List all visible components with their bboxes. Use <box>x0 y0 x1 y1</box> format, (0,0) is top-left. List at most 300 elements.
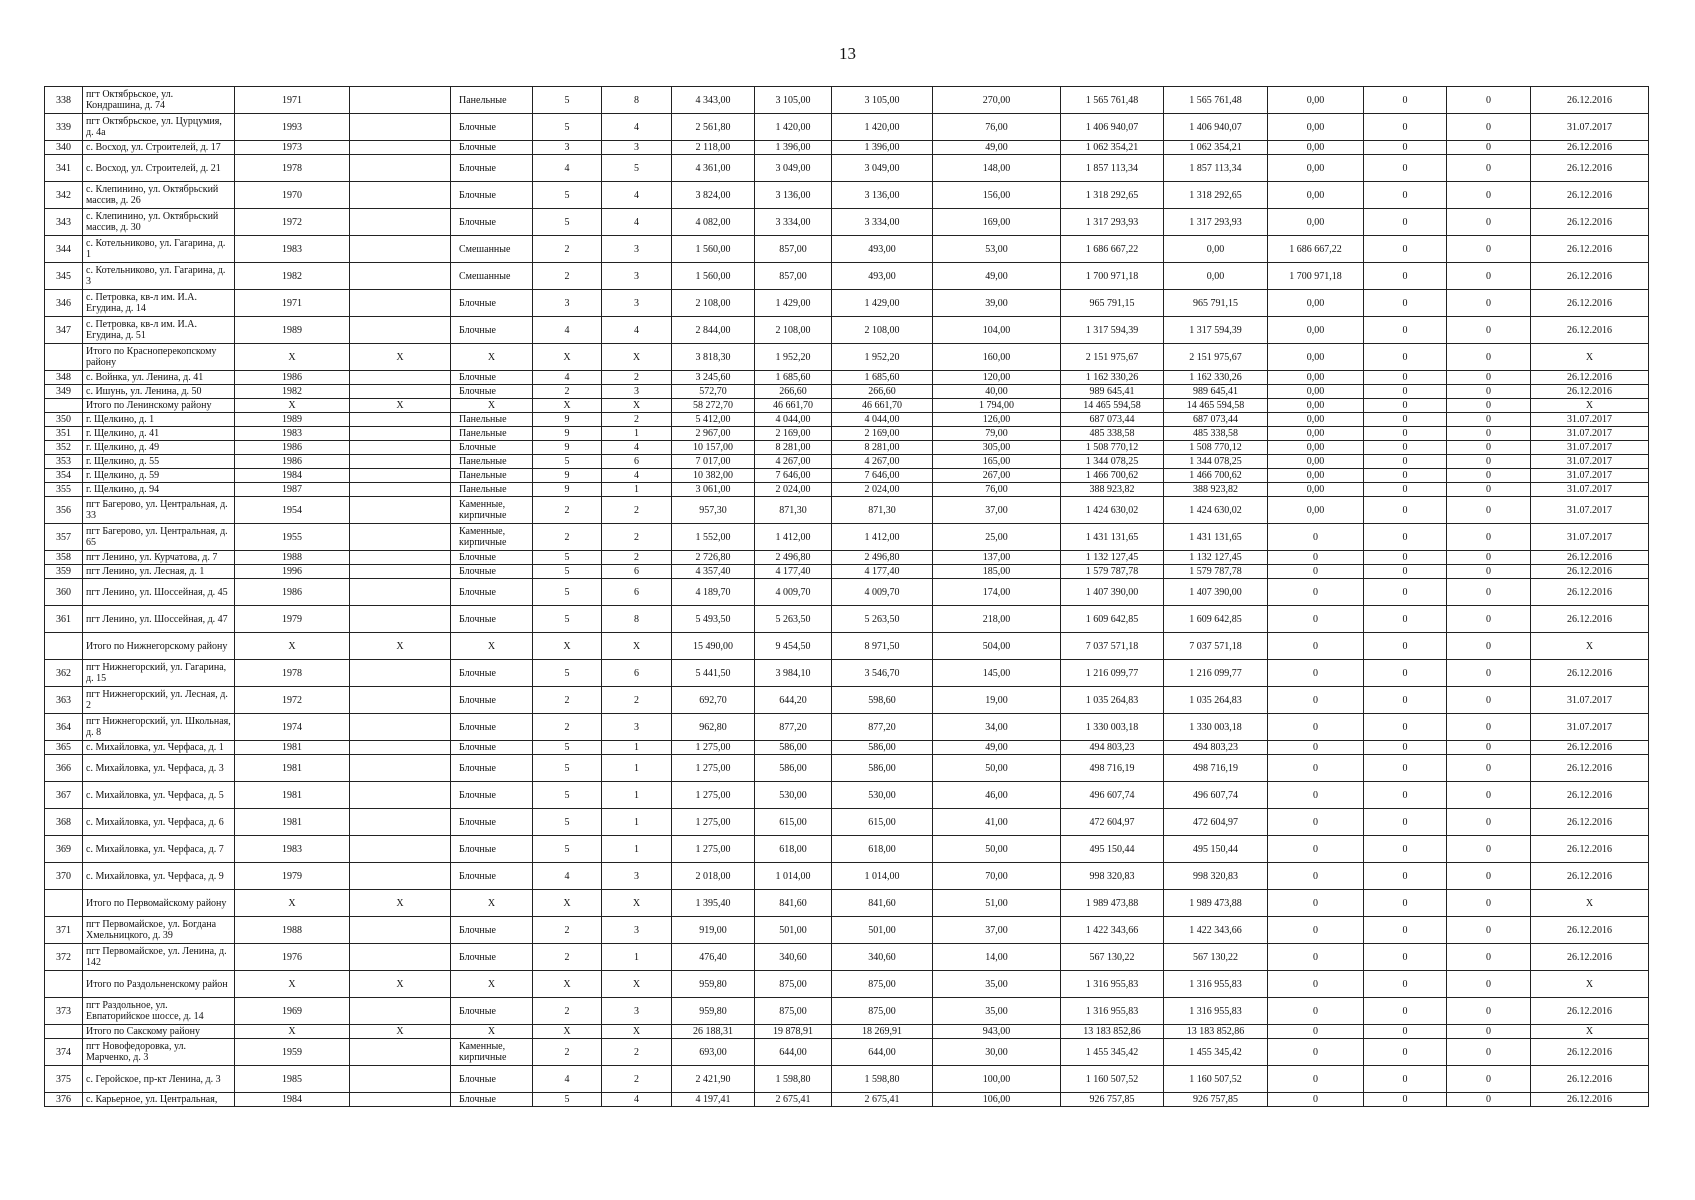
private-area-cell: 8 281,00 <box>832 441 933 455</box>
other-funds-cell: 0 <box>1447 809 1531 836</box>
table-row <box>45 524 1649 551</box>
wall-material-cell: Смешанные <box>451 236 533 263</box>
total-area-cell: 1 552,00 <box>672 524 755 551</box>
row-number-cell: 364 <box>45 714 83 741</box>
other-funds-cell: 0 <box>1447 660 1531 687</box>
completion-date-cell: Х <box>1531 344 1649 371</box>
table-row <box>45 141 1649 155</box>
fund-cost-cell: 1 162 330,26 <box>1164 371 1268 385</box>
residents-count-cell: 267,00 <box>933 469 1061 483</box>
row-number-cell: 370 <box>45 863 83 890</box>
year-reconstructed-cell <box>350 606 451 633</box>
fund-cost-cell: 0,00 <box>1164 263 1268 290</box>
year-built-cell: 1972 <box>235 209 350 236</box>
year-built-cell: 1971 <box>235 290 350 317</box>
other-funds-cell: 0 <box>1447 863 1531 890</box>
residents-count-cell: 504,00 <box>933 633 1061 660</box>
address-cell: пгт Ленино, ул. Курчатова, д. 7 <box>83 551 235 565</box>
wall-material-cell: Х <box>451 344 533 371</box>
residential-area-cell: 8 281,00 <box>755 441 832 455</box>
owner-funds-cell: 0 <box>1268 836 1364 863</box>
table-body <box>45 87 1649 1107</box>
budget-funds-cell: 0 <box>1364 1039 1447 1066</box>
address-cell: г. Щелкино, д. 41 <box>83 427 235 441</box>
owner-funds-cell: 0,00 <box>1268 441 1364 455</box>
address-cell: с. Карьерное, ул. Центральная, <box>83 1093 235 1107</box>
residential-area-cell: 1 685,60 <box>755 371 832 385</box>
residents-count-cell: 1 794,00 <box>933 399 1061 413</box>
completion-date-cell: 26.12.2016 <box>1531 182 1649 209</box>
year-built-cell: 1983 <box>235 427 350 441</box>
floors-cell: 2 <box>533 497 602 524</box>
entrances-cell: 2 <box>602 413 672 427</box>
total-area-cell: 10 382,00 <box>672 469 755 483</box>
completion-date-cell: 31.07.2017 <box>1531 687 1649 714</box>
entrances-cell: 4 <box>602 209 672 236</box>
total-cost-cell: 1 316 955,83 <box>1061 971 1164 998</box>
other-funds-cell: 0 <box>1447 236 1531 263</box>
other-funds-cell: 0 <box>1447 469 1531 483</box>
address-cell: Итого по Красноперекопскому району <box>83 344 235 371</box>
total-cost-cell: 7 037 571,18 <box>1061 633 1164 660</box>
row-number-cell: 359 <box>45 565 83 579</box>
floors-cell: 2 <box>533 524 602 551</box>
year-reconstructed-cell <box>350 836 451 863</box>
entrances-cell: 2 <box>602 371 672 385</box>
residential-area-cell: 3 105,00 <box>755 87 832 114</box>
year-built-cell: Х <box>235 633 350 660</box>
completion-date-cell: 26.12.2016 <box>1531 944 1649 971</box>
completion-date-cell: Х <box>1531 971 1649 998</box>
residents-count-cell: 14,00 <box>933 944 1061 971</box>
residential-area-cell: 1 952,20 <box>755 344 832 371</box>
private-area-cell: 3 546,70 <box>832 660 933 687</box>
budget-funds-cell: 0 <box>1364 114 1447 141</box>
year-built-cell: 1996 <box>235 565 350 579</box>
year-reconstructed-cell <box>350 87 451 114</box>
address-cell: с. Михайловка, ул. Черфаса, д. 3 <box>83 755 235 782</box>
floors-cell: 9 <box>533 427 602 441</box>
wall-material-cell: Блочные <box>451 741 533 755</box>
completion-date-cell: 31.07.2017 <box>1531 497 1649 524</box>
floors-cell: 4 <box>533 863 602 890</box>
address-cell: с. Петровка, кв-л им. И.А. Егудина, д. 51 <box>83 317 235 344</box>
fund-cost-cell: 1 216 099,77 <box>1164 660 1268 687</box>
year-reconstructed-cell: Х <box>350 1025 451 1039</box>
private-area-cell: 2 675,41 <box>832 1093 933 1107</box>
row-number-cell: 346 <box>45 290 83 317</box>
wall-material-cell: Х <box>451 633 533 660</box>
completion-date-cell: 31.07.2017 <box>1531 714 1649 741</box>
fund-cost-cell: 1 407 390,00 <box>1164 579 1268 606</box>
completion-date-cell: 26.12.2016 <box>1531 660 1649 687</box>
wall-material-cell: Блочные <box>451 371 533 385</box>
floors-cell: 5 <box>533 579 602 606</box>
private-area-cell: 2 169,00 <box>832 427 933 441</box>
table-row <box>45 1066 1649 1093</box>
owner-funds-cell: 0,00 <box>1268 87 1364 114</box>
entrances-cell: 1 <box>602 836 672 863</box>
row-number-cell: 371 <box>45 917 83 944</box>
total-cost-cell: 1 609 642,85 <box>1061 606 1164 633</box>
year-built-cell: 1971 <box>235 87 350 114</box>
fund-cost-cell: 472 604,97 <box>1164 809 1268 836</box>
entrances-cell: 3 <box>602 141 672 155</box>
owner-funds-cell: 0,00 <box>1268 427 1364 441</box>
total-cost-cell: 1 989 473,88 <box>1061 890 1164 917</box>
owner-funds-cell: 0,00 <box>1268 155 1364 182</box>
floors-cell: Х <box>533 1025 602 1039</box>
private-area-cell: 1 952,20 <box>832 344 933 371</box>
year-built-cell: 1973 <box>235 141 350 155</box>
completion-date-cell: 26.12.2016 <box>1531 917 1649 944</box>
entrances-cell: 3 <box>602 917 672 944</box>
year-reconstructed-cell <box>350 141 451 155</box>
total-area-cell: 4 343,00 <box>672 87 755 114</box>
wall-material-cell: Блочные <box>451 606 533 633</box>
year-built-cell: Х <box>235 344 350 371</box>
budget-funds-cell: 0 <box>1364 455 1447 469</box>
budget-funds-cell: 0 <box>1364 633 1447 660</box>
residential-area-cell: 1 412,00 <box>755 524 832 551</box>
page-number: 13 <box>839 44 856 63</box>
other-funds-cell: 0 <box>1447 399 1531 413</box>
completion-date-cell: 26.12.2016 <box>1531 551 1649 565</box>
floors-cell: Х <box>533 399 602 413</box>
residents-count-cell: 49,00 <box>933 263 1061 290</box>
private-area-cell: 1 429,00 <box>832 290 933 317</box>
floors-cell: 2 <box>533 385 602 399</box>
residents-count-cell: 50,00 <box>933 836 1061 863</box>
entrances-cell: 3 <box>602 863 672 890</box>
floors-cell: 5 <box>533 741 602 755</box>
row-number-cell: 349 <box>45 385 83 399</box>
row-number-cell: 365 <box>45 741 83 755</box>
residential-area-cell: 644,20 <box>755 687 832 714</box>
completion-date-cell: 26.12.2016 <box>1531 579 1649 606</box>
budget-funds-cell: 0 <box>1364 1093 1447 1107</box>
table-row <box>45 385 1649 399</box>
wall-material-cell: Блочные <box>451 1093 533 1107</box>
owner-funds-cell: 0 <box>1268 809 1364 836</box>
floors-cell: 5 <box>533 836 602 863</box>
address-cell: пгт Нижнегорский, ул. Школьная, д. 8 <box>83 714 235 741</box>
residents-count-cell: 35,00 <box>933 998 1061 1025</box>
year-built-cell: 1979 <box>235 863 350 890</box>
address-cell: пгт Багерово, ул. Центральная, д. 65 <box>83 524 235 551</box>
total-area-cell: 2 844,00 <box>672 317 755 344</box>
residents-count-cell: 37,00 <box>933 497 1061 524</box>
owner-funds-cell: 0,00 <box>1268 385 1364 399</box>
floors-cell: 5 <box>533 809 602 836</box>
fund-cost-cell: 1 330 003,18 <box>1164 714 1268 741</box>
table-row <box>45 944 1649 971</box>
address-cell: с. Михайловка, ул. Черфаса, д. 1 <box>83 741 235 755</box>
address-cell: г. Щелкино, д. 49 <box>83 441 235 455</box>
private-area-cell: 598,60 <box>832 687 933 714</box>
total-area-cell: 4 361,00 <box>672 155 755 182</box>
table-row <box>45 660 1649 687</box>
private-area-cell: 3 136,00 <box>832 182 933 209</box>
private-area-cell: 618,00 <box>832 836 933 863</box>
wall-material-cell: Панельные <box>451 483 533 497</box>
table-row <box>45 469 1649 483</box>
wall-material-cell: Блочные <box>451 441 533 455</box>
wall-material-cell: Блочные <box>451 755 533 782</box>
total-area-cell: 58 272,70 <box>672 399 755 413</box>
year-reconstructed-cell <box>350 998 451 1025</box>
residents-count-cell: 19,00 <box>933 687 1061 714</box>
table-row <box>45 1039 1649 1066</box>
total-cost-cell: 1 316 955,83 <box>1061 998 1164 1025</box>
budget-funds-cell: 0 <box>1364 714 1447 741</box>
completion-date-cell: 31.07.2017 <box>1531 427 1649 441</box>
private-area-cell: 1 598,80 <box>832 1066 933 1093</box>
owner-funds-cell: 0,00 <box>1268 290 1364 317</box>
floors-cell: 4 <box>533 317 602 344</box>
table-row <box>45 441 1649 455</box>
fund-cost-cell: 1 344 078,25 <box>1164 455 1268 469</box>
residential-area-cell: 3 049,00 <box>755 155 832 182</box>
private-area-cell: 2 108,00 <box>832 317 933 344</box>
address-cell: с. Михайловка, ул. Черфаса, д. 5 <box>83 782 235 809</box>
year-built-cell: 1984 <box>235 1093 350 1107</box>
year-built-cell: 1983 <box>235 236 350 263</box>
address-cell: с. Котельниково, ул. Гагарина, д. 1 <box>83 236 235 263</box>
total-area-cell: 476,40 <box>672 944 755 971</box>
year-built-cell: 1986 <box>235 579 350 606</box>
owner-funds-cell: 1 700 971,18 <box>1268 263 1364 290</box>
private-area-cell: 586,00 <box>832 755 933 782</box>
budget-funds-cell: 0 <box>1364 998 1447 1025</box>
table-row <box>45 687 1649 714</box>
year-reconstructed-cell <box>350 809 451 836</box>
address-cell: с. Котельниково, ул. Гагарина, д. 3 <box>83 263 235 290</box>
total-cost-cell: 1 579 787,78 <box>1061 565 1164 579</box>
other-funds-cell: 0 <box>1447 290 1531 317</box>
owner-funds-cell: 0 <box>1268 1066 1364 1093</box>
wall-material-cell: Блочные <box>451 290 533 317</box>
floors-cell: 5 <box>533 182 602 209</box>
total-cost-cell: 1 318 292,65 <box>1061 182 1164 209</box>
other-funds-cell: 0 <box>1447 606 1531 633</box>
table-row <box>45 998 1649 1025</box>
completion-date-cell: Х <box>1531 399 1649 413</box>
budget-funds-cell: 0 <box>1364 469 1447 483</box>
residential-area-cell: 266,60 <box>755 385 832 399</box>
year-reconstructed-cell <box>350 1093 451 1107</box>
residents-count-cell: 145,00 <box>933 660 1061 687</box>
row-number-cell <box>45 633 83 660</box>
private-area-cell: 615,00 <box>832 809 933 836</box>
total-cost-cell: 1 857 113,34 <box>1061 155 1164 182</box>
row-number-cell <box>45 971 83 998</box>
fund-cost-cell: 485 338,58 <box>1164 427 1268 441</box>
row-number-cell: 355 <box>45 483 83 497</box>
residential-area-cell: 3 984,10 <box>755 660 832 687</box>
year-built-cell: Х <box>235 1025 350 1039</box>
residential-area-cell: 501,00 <box>755 917 832 944</box>
year-built-cell: 1986 <box>235 455 350 469</box>
floors-cell: 5 <box>533 782 602 809</box>
private-area-cell: 877,20 <box>832 714 933 741</box>
private-area-cell: 3 105,00 <box>832 87 933 114</box>
total-cost-cell: 13 183 852,86 <box>1061 1025 1164 1039</box>
owner-funds-cell: 0 <box>1268 633 1364 660</box>
private-area-cell: 3 334,00 <box>832 209 933 236</box>
budget-funds-cell: 0 <box>1364 87 1447 114</box>
other-funds-cell: 0 <box>1447 497 1531 524</box>
wall-material-cell: Блочные <box>451 551 533 565</box>
budget-funds-cell: 0 <box>1364 863 1447 890</box>
other-funds-cell: 0 <box>1447 782 1531 809</box>
total-area-cell: 693,00 <box>672 1039 755 1066</box>
floors-cell: 4 <box>533 371 602 385</box>
other-funds-cell: 0 <box>1447 1025 1531 1039</box>
residential-area-cell: 2 675,41 <box>755 1093 832 1107</box>
year-reconstructed-cell <box>350 413 451 427</box>
total-cost-cell: 1 132 127,45 <box>1061 551 1164 565</box>
total-area-cell: 3 245,60 <box>672 371 755 385</box>
private-area-cell: 493,00 <box>832 236 933 263</box>
private-area-cell: 644,00 <box>832 1039 933 1066</box>
wall-material-cell: Блочные <box>451 687 533 714</box>
year-reconstructed-cell <box>350 483 451 497</box>
owner-funds-cell: 0,00 <box>1268 497 1364 524</box>
owner-funds-cell: 0,00 <box>1268 344 1364 371</box>
floors-cell: 3 <box>533 141 602 155</box>
completion-date-cell: 26.12.2016 <box>1531 371 1649 385</box>
residential-area-cell: 618,00 <box>755 836 832 863</box>
address-cell: Итого по Первомайскому району <box>83 890 235 917</box>
owner-funds-cell: 0 <box>1268 687 1364 714</box>
fund-cost-cell: 1 132 127,45 <box>1164 551 1268 565</box>
budget-funds-cell: 0 <box>1364 741 1447 755</box>
wall-material-cell: Блочные <box>451 565 533 579</box>
floors-cell: 2 <box>533 917 602 944</box>
floors-cell: 3 <box>533 290 602 317</box>
residents-count-cell: 51,00 <box>933 890 1061 917</box>
floors-cell: Х <box>533 633 602 660</box>
total-area-cell: 4 189,70 <box>672 579 755 606</box>
owner-funds-cell: 0 <box>1268 1093 1364 1107</box>
wall-material-cell: Панельные <box>451 469 533 483</box>
total-area-cell: 4 357,40 <box>672 565 755 579</box>
fund-cost-cell: 495 150,44 <box>1164 836 1268 863</box>
entrances-cell: 2 <box>602 687 672 714</box>
residents-count-cell: 148,00 <box>933 155 1061 182</box>
completion-date-cell: 26.12.2016 <box>1531 755 1649 782</box>
owner-funds-cell: 0 <box>1268 863 1364 890</box>
total-cost-cell: 472 604,97 <box>1061 809 1164 836</box>
residents-count-cell: 25,00 <box>933 524 1061 551</box>
total-cost-cell: 998 320,83 <box>1061 863 1164 890</box>
row-number-cell: 343 <box>45 209 83 236</box>
row-number-cell: 360 <box>45 579 83 606</box>
housing-registry-table <box>44 86 1649 1107</box>
other-funds-cell: 0 <box>1447 114 1531 141</box>
residents-count-cell: 137,00 <box>933 551 1061 565</box>
fund-cost-cell: 1 857 113,34 <box>1164 155 1268 182</box>
row-number-cell: 373 <box>45 998 83 1025</box>
other-funds-cell: 0 <box>1447 182 1531 209</box>
table-row <box>45 1025 1649 1039</box>
total-cost-cell: 1 062 354,21 <box>1061 141 1164 155</box>
residential-area-cell: 615,00 <box>755 809 832 836</box>
fund-cost-cell: 2 151 975,67 <box>1164 344 1268 371</box>
budget-funds-cell: 0 <box>1364 836 1447 863</box>
row-number-cell: 348 <box>45 371 83 385</box>
total-area-cell: 2 726,80 <box>672 551 755 565</box>
total-area-cell: 3 818,30 <box>672 344 755 371</box>
owner-funds-cell: 0 <box>1268 579 1364 606</box>
budget-funds-cell: 0 <box>1364 236 1447 263</box>
completion-date-cell: 26.12.2016 <box>1531 782 1649 809</box>
address-cell: пгт Нижнегорский, ул. Лесная, д. 2 <box>83 687 235 714</box>
wall-material-cell: Каменные, кирпичные <box>451 524 533 551</box>
fund-cost-cell: 0,00 <box>1164 236 1268 263</box>
row-number-cell: 352 <box>45 441 83 455</box>
completion-date-cell: 26.12.2016 <box>1531 863 1649 890</box>
table-row <box>45 455 1649 469</box>
private-area-cell: 493,00 <box>832 263 933 290</box>
fund-cost-cell: 687 073,44 <box>1164 413 1268 427</box>
wall-material-cell: Блочные <box>451 1066 533 1093</box>
year-reconstructed-cell <box>350 317 451 344</box>
row-number-cell: 366 <box>45 755 83 782</box>
address-cell: пгт Новофедоровка, ул. Марченко, д. 3 <box>83 1039 235 1066</box>
table-row <box>45 633 1649 660</box>
floors-cell: 5 <box>533 660 602 687</box>
floors-cell: 9 <box>533 469 602 483</box>
floors-cell: 2 <box>533 944 602 971</box>
address-cell: с. Ишунь, ул. Ленина, д. 50 <box>83 385 235 399</box>
table-row <box>45 714 1649 741</box>
fund-cost-cell: 1 317 293,93 <box>1164 209 1268 236</box>
owner-funds-cell: 0,00 <box>1268 209 1364 236</box>
private-area-cell: 875,00 <box>832 971 933 998</box>
total-area-cell: 15 490,00 <box>672 633 755 660</box>
other-funds-cell: 0 <box>1447 483 1531 497</box>
total-area-cell: 959,80 <box>672 998 755 1025</box>
row-number-cell: 367 <box>45 782 83 809</box>
year-built-cell: 1978 <box>235 660 350 687</box>
fund-cost-cell: 1 508 770,12 <box>1164 441 1268 455</box>
floors-cell: Х <box>533 344 602 371</box>
entrances-cell: Х <box>602 1025 672 1039</box>
table-row <box>45 413 1649 427</box>
owner-funds-cell: 0,00 <box>1268 371 1364 385</box>
fund-cost-cell: 1 035 264,83 <box>1164 687 1268 714</box>
total-cost-cell: 1 216 099,77 <box>1061 660 1164 687</box>
year-reconstructed-cell: Х <box>350 399 451 413</box>
other-funds-cell: 0 <box>1447 87 1531 114</box>
fund-cost-cell: 1 565 761,48 <box>1164 87 1268 114</box>
completion-date-cell: Х <box>1531 633 1649 660</box>
owner-funds-cell: 0 <box>1268 917 1364 944</box>
row-number-cell <box>45 890 83 917</box>
total-area-cell: 962,80 <box>672 714 755 741</box>
private-area-cell: 2 496,80 <box>832 551 933 565</box>
total-area-cell: 5 412,00 <box>672 413 755 427</box>
other-funds-cell: 0 <box>1447 633 1531 660</box>
row-number-cell: 342 <box>45 182 83 209</box>
private-area-cell: 266,60 <box>832 385 933 399</box>
year-built-cell: 1982 <box>235 385 350 399</box>
floors-cell: 5 <box>533 551 602 565</box>
budget-funds-cell: 0 <box>1364 182 1447 209</box>
other-funds-cell: 0 <box>1447 371 1531 385</box>
